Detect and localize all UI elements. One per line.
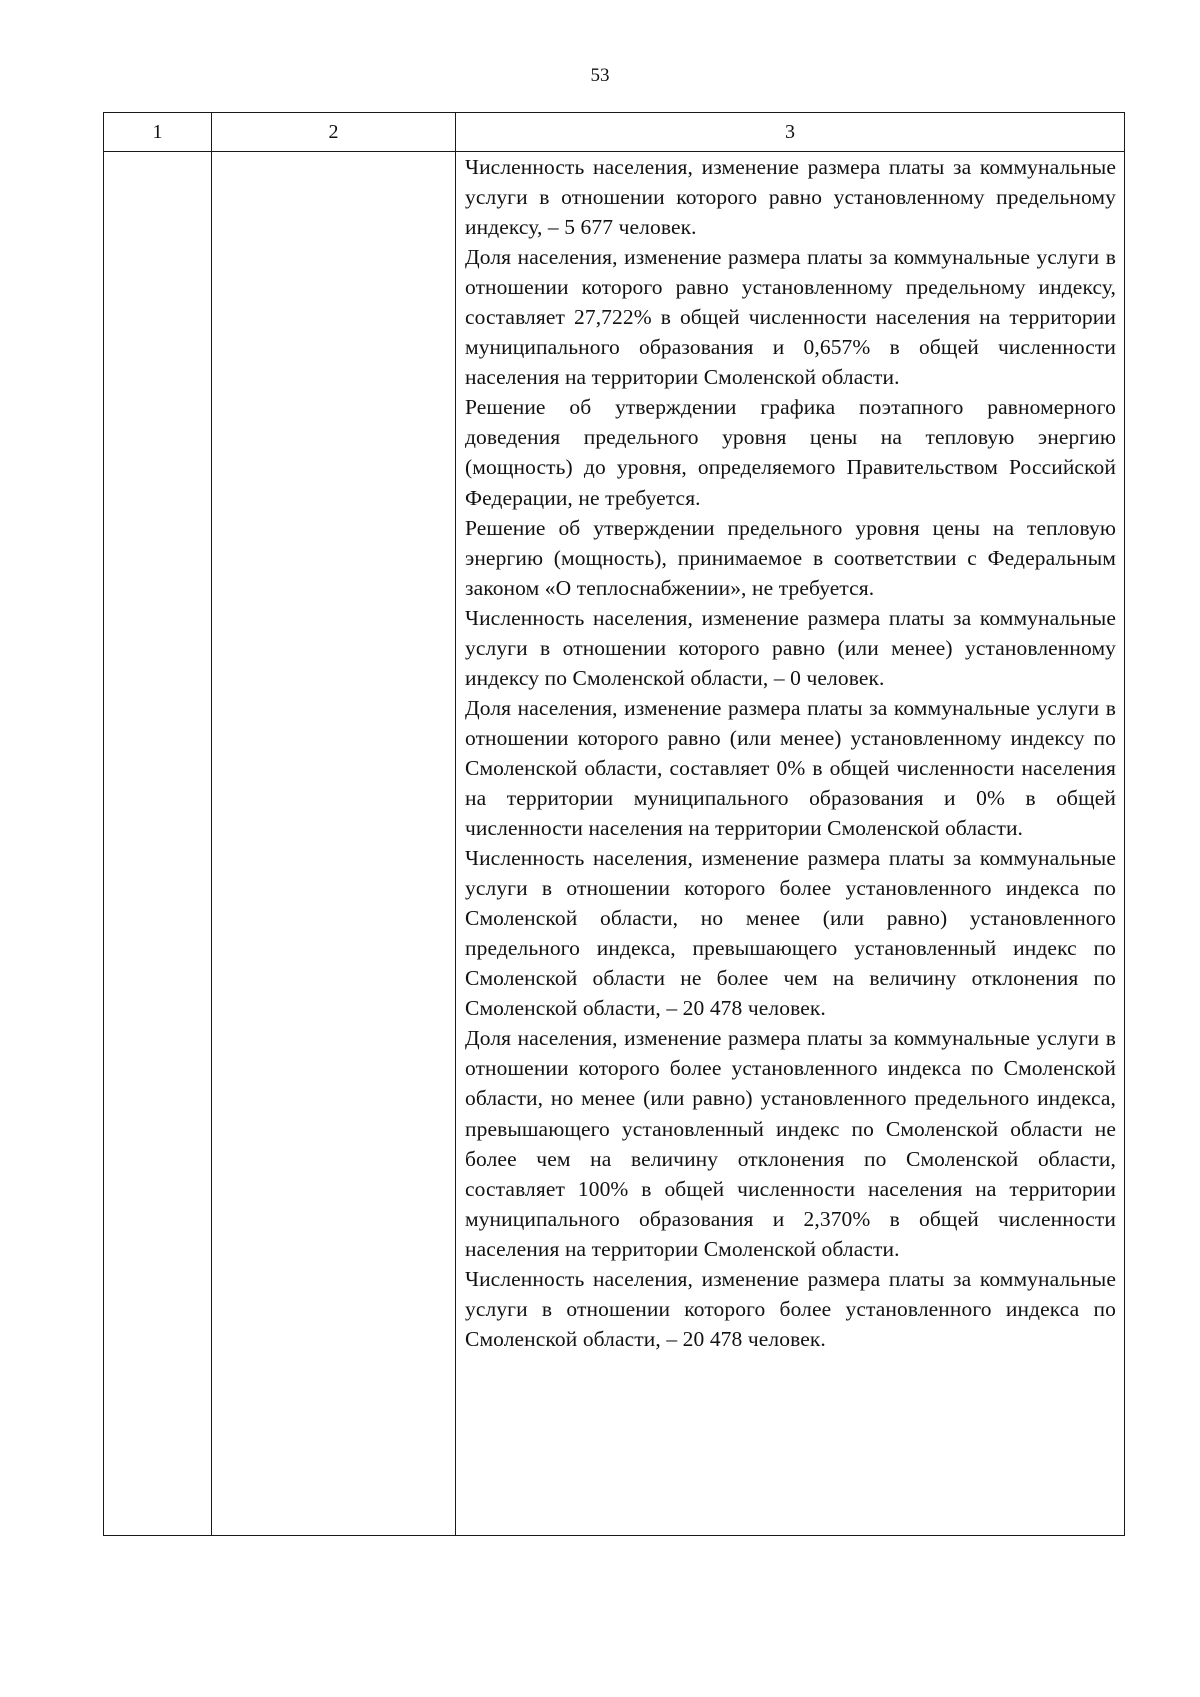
paragraph-share-above-index-within-deviation: Доля населения, изменение размера платы за коммунальные услуги в отношении которого более установленного индекса по Смоленской области, но менее (или равно) установленного предельного индекса, превышающего установленный индекс по Смоленской области не более чем на величину отклонения по Смоленской области, составляет 100% в общей численности населения на территории муниципального образования и 2,370% в общей численности населения на территории Смоленской области. — [465, 1026, 1116, 1261]
column-header-2: 2 — [212, 113, 456, 152]
column-header-3: 3 — [456, 113, 1125, 152]
paragraph-share-equal-or-less-index: Доля населения, изменение размера платы за коммунальные услуги в отношении которого равно (или менее) установленному индексу по Смоленской области, составляет 0% в общей численности населения на территории муниципального образования и 0% в общей численности населения на территории Смоленской области. — [465, 695, 1116, 841]
paragraph-population-equal-limit-index: Численность населения, изменение размера платы за коммунальные услуги в отношении которого равно установленному предельному индексу, – 5 677 человек. — [465, 155, 1116, 240]
table-row — [104, 152, 1125, 1536]
table-cell-col1 — [104, 152, 212, 1536]
paragraph-heat-price-limit-decision: Решение об утверждении предельного уровня цены на тепловую энергию (мощность), принимаемое в соответствии с Федеральным законом «О теплоснабжении», не требуется. — [465, 515, 1116, 600]
paragraph-population-equal-or-less-index: Численность населения, изменение размера платы за коммунальные услуги в отношении которого равно (или менее) установленному индексу по Смоленской области, – 0 человек. — [465, 605, 1116, 690]
document-table — [103, 112, 1125, 1536]
paragraph-population-above-index: Численность населения, изменение размера платы за коммунальные услуги в отношении которого более установленного индекса по Смоленской области, – 20 478 человек. — [465, 1266, 1116, 1351]
paragraph-heat-price-schedule-decision: Решение об утверждении графика поэтапного равномерного доведения предельного уровня цены на тепловую энергию (мощность) до уровня, определяемого Правительством Российской Федерации, не требуется. — [465, 395, 1116, 510]
column-header-1: 1 — [104, 113, 212, 152]
table-header-row — [104, 113, 1125, 152]
paragraph-share-equal-limit-index: Доля населения, изменение размера платы за коммунальные услуги в отношении которого равно установленному предельному индексу, составляет 27,722% в общей численности населения на территории муниципального образования и 0,657% в общей численности населения на территории Смоленской области. — [465, 245, 1116, 390]
table-cell-col3 — [456, 152, 1125, 1536]
table-cell-col2 — [212, 152, 456, 1536]
page-number: 53 — [590, 65, 610, 86]
paragraph-population-above-index-within-deviation: Численность населения, изменение размера платы за коммунальные услуги в отношении которого более установленного индекса по Смоленской области, но менее (или равно) установленного предельного индекса, превышающего установленный индекс по Смоленской области не более чем на величину отклонения по Смоленской области, – 20 478 человек. — [465, 846, 1116, 1021]
